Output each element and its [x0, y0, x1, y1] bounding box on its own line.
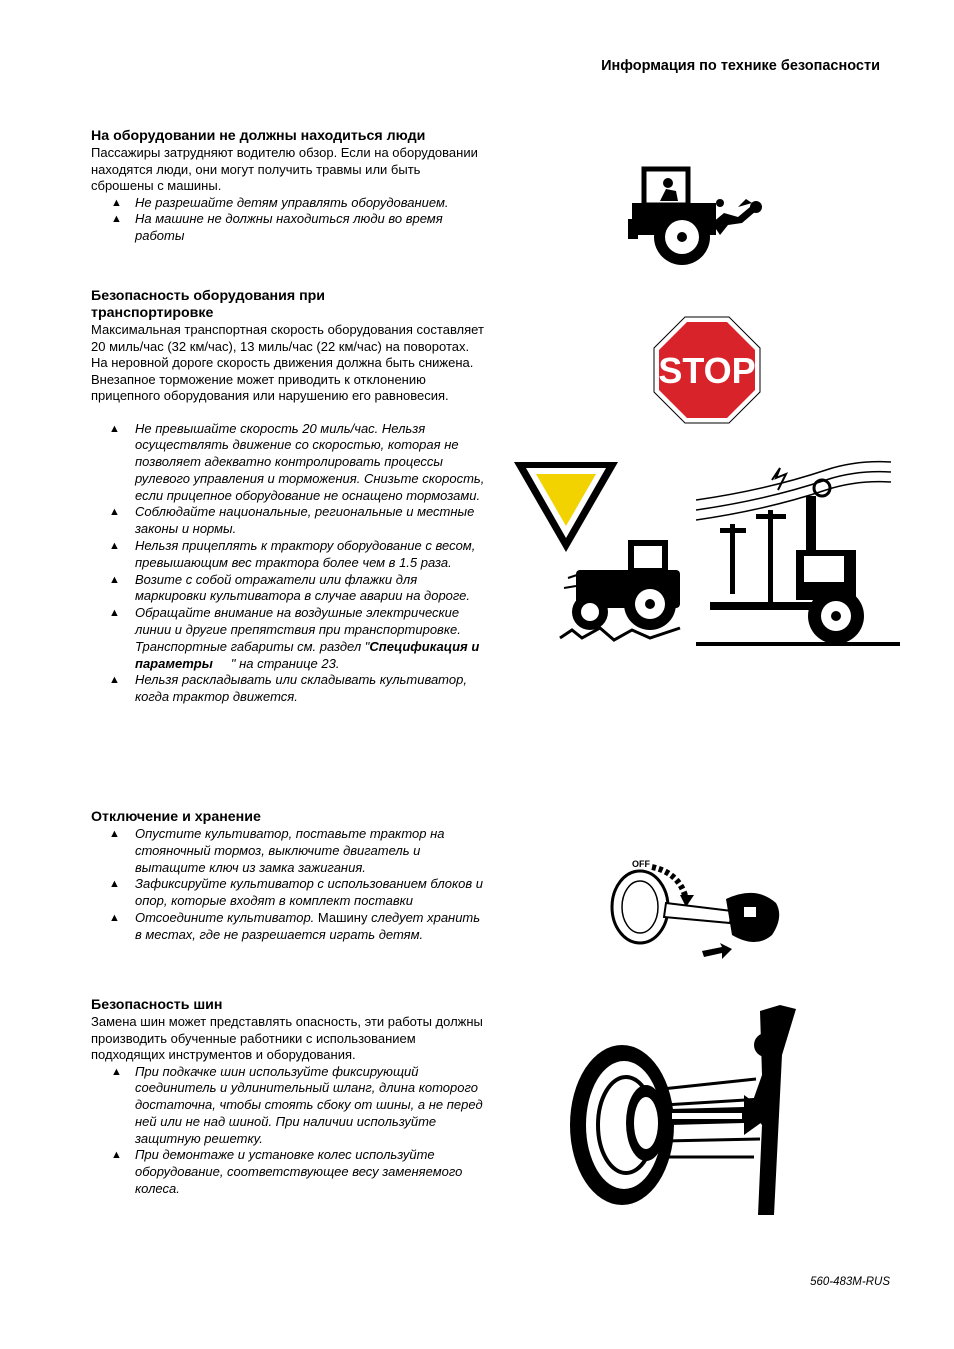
triangle-bullet-icon: ▲	[109, 674, 120, 687]
power-lines-tractor-icon	[696, 460, 900, 650]
off-label: OFF	[632, 859, 650, 869]
section-people	[91, 128, 486, 245]
section-title: На оборудовании не должны находиться люди	[91, 128, 426, 144]
triangle-bullet-icon: ▲	[111, 1149, 122, 1162]
triangle-bullet-icon: ▲	[109, 828, 120, 840]
bullet-list	[91, 826, 486, 944]
bullet-item: ▲ Обращайте внимание на воздушные электрические линии и другие препятствия при транспортировке. Транспортные габариты см. раздел "Спецификация и параметры " на странице 23.	[109, 605, 480, 671]
bullet-item: ▲ Опустите культиватор, поставьте трактор на стояночный тормоз, выключите двигатель и вытащите ключ из замка зажигания.	[109, 826, 445, 875]
spec-reference: Спецификация и параметры	[135, 638, 480, 671]
section-body: Пассажиры затрудняют водителю обзор. Если на оборудовании находятся люди, они могут получить травмы или быть сброшены с машины.	[91, 145, 478, 193]
triangle-bullet-icon: ▲	[109, 422, 120, 435]
bullet-item: ▲ На машине не должны находиться люди во время работы	[111, 211, 443, 244]
section-body: Максимальная транспортная скорость оборудования составляет 20 миль/час (32 км/час), 13 миль/час (22 км/час) на поворотах. На неровной дороге скорость движения должна быть снижена. Внезапное торможение может приводить к отклонению прицепного оборудования или нарушению его равновесия.	[91, 322, 484, 403]
triangle-bullet-icon: ▲	[109, 540, 120, 553]
stop-sign-icon	[652, 315, 762, 425]
triangle-bullet-icon: ▲	[109, 878, 120, 891]
bullet-item: ▲ Не разрешайте детям управлять оборудованием.	[111, 194, 449, 210]
bullet-item: ▲ Возите с собой отражатели или флажки для маркировки культиватора в случае аварии на дороге.	[109, 571, 471, 604]
section-storage	[91, 809, 486, 944]
triangle-bullet-icon: ▲	[109, 607, 120, 620]
bullet-item: ▲ Соблюдайте национальные, региональные и местные законы и нормы.	[109, 504, 475, 537]
yield-sign-tractor-icon	[510, 458, 690, 648]
section-title: Безопасность шин	[91, 997, 223, 1013]
bullet-item: ▲ Отсоедините культиватор. Машину следует хранить в местах, где не разрешается играть детям.	[109, 909, 481, 942]
bullet-list	[91, 421, 486, 707]
bullet-item: ▲ Не превышайте скорость 20 миль/час. Нельзя осуществлять движение со скоростью, которая не позволяет адекватно контролировать процессы рулевого управления и торможения. Снизьте скорость, если прицепное оборудование не оснащено тормозами.	[109, 420, 485, 503]
tractor-rider-falling-icon	[628, 163, 768, 269]
bullet-item: ▲ При демонтаже и установке колес используйте оборудование, соответствующее весу заменяемого колеса.	[111, 1147, 463, 1197]
bullet-item: ▲ Нельзя раскладывать или складывать культиватор, когда трактор движется.	[109, 672, 467, 705]
stop-sign-text: STOP	[658, 350, 756, 391]
ignition-key-off-icon	[606, 855, 786, 965]
bullet-item: ▲ При подкачке шин используйте фиксирующий соединитель и удлинительный шланг, длина которого достаточна, чтобы стоять сбоку от шины, а не перед ней или не над шиной. При наличии используйте защитную решетку.	[111, 1063, 483, 1146]
bullet-item: ▲ Зафиксируйте культиватор с использованием блоков и опор, которые входят в комплект поставки	[109, 876, 483, 909]
triangle-bullet-icon: ▲	[109, 573, 120, 586]
section-transport	[91, 288, 486, 706]
bullet-list	[91, 1064, 486, 1198]
triangle-bullet-icon: ▲	[109, 911, 120, 924]
triangle-bullet-icon: ▲	[111, 196, 122, 209]
triangle-bullet-icon: ▲	[111, 213, 122, 226]
tire-explosion-hazard-icon	[566, 1005, 806, 1225]
triangle-bullet-icon: ▲	[111, 1065, 122, 1078]
section-title: Отключение и хранение	[91, 809, 261, 825]
page-header-title: Информация по технике безопасности	[601, 58, 880, 74]
bullet-list	[91, 195, 486, 245]
bullet-item: ▲ Нельзя прицеплять к трактору оборудование с весом, превышающим вес трактора более чем в 1.5 раза.	[109, 538, 476, 570]
section-tires	[91, 997, 486, 1198]
triangle-bullet-icon: ▲	[109, 506, 120, 519]
document-number: 560-483M-RUS	[810, 1276, 890, 1288]
section-title: Безопасность оборудования при транспортировке	[91, 288, 326, 321]
section-body: Замена шин может представлять опасность, эти работы должны производить обученные работники с использованием подходящих инструментов и оборудования.	[91, 1014, 483, 1062]
